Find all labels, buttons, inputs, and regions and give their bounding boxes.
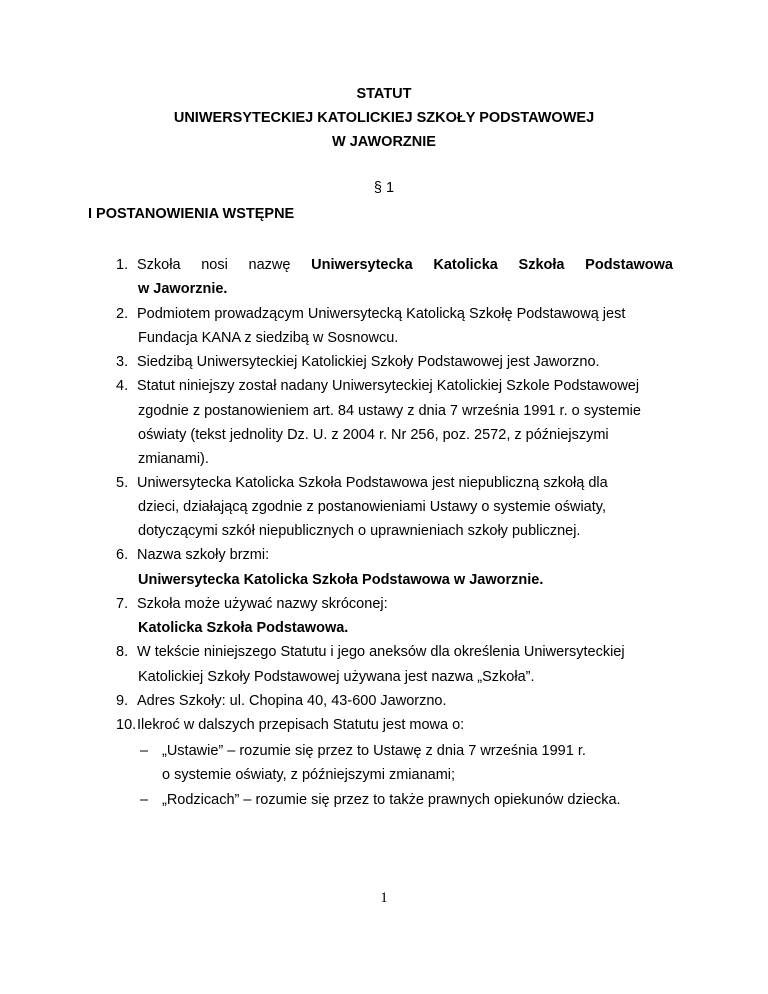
item-number-10: 10. <box>116 717 137 733</box>
item-7-line-1: Szkoła może używać nazwy skróconej: <box>137 596 388 612</box>
item-5-line-3: dotyczącymi szkół niepublicznych o uprawnieniach szkoły publicznej. <box>138 523 581 539</box>
item-number-6: 6. <box>116 547 129 563</box>
item-2-line-2: Fundacja KANA z siedzibą w Sosnowcu. <box>138 330 399 346</box>
item-4-line-4: zmianami). <box>138 451 209 467</box>
dash-item-1-line-1: „Ustawie” – rozumie się przez to Ustawę z dnia 7 września 1991 r. <box>162 743 586 759</box>
item-1-word: Podstawowa <box>585 257 673 273</box>
item-1-line-1 <box>137 256 673 274</box>
paragraph-sign: § 1 <box>373 180 395 196</box>
item-3-line-1: Siedzibą Uniwersyteckiej Katolickiej Szkoły Podstawowej jest Jaworzno. <box>137 354 600 370</box>
section-title: I POSTANOWIENIA WSTĘPNE <box>88 206 295 222</box>
item-1-word: Szkoła <box>518 257 565 273</box>
item-1-word: nazwę <box>248 257 291 273</box>
dash-item-1-line-2: o systemie oświaty, z późniejszymi zmianami; <box>162 767 456 783</box>
dash-bullet-1: – <box>140 743 149 759</box>
doc-title-line-2: UNIWERSYTECKIEJ KATOLICKIEJ SZKOŁY PODSTAWOWEJ <box>173 110 595 126</box>
item-number-3: 3. <box>116 354 129 370</box>
item-number-7: 7. <box>116 596 129 612</box>
item-number-5: 5. <box>116 475 129 491</box>
item-1-word: nosi <box>201 257 228 273</box>
item-4-line-3: oświaty (tekst jednolity Dz. U. z 2004 r. Nr 256, poz. 2572, z późniejszymi <box>138 427 609 443</box>
item-1-word: Katolicka <box>433 257 498 273</box>
item-1-word: Szkoła <box>137 257 181 273</box>
item-5-line-2: dzieci, działającą zgodnie z postanowieniami Ustawy o systemie oświaty, <box>138 499 606 515</box>
item-6-line-2: Uniwersytecka Katolicka Szkoła Podstawowa w Jaworznie. <box>138 572 544 588</box>
item-number-2: 2. <box>116 306 129 322</box>
item-5-line-1: Uniwersytecka Katolicka Szkoła Podstawowa jest niepubliczną szkołą dla <box>137 475 608 491</box>
doc-title-line-1: STATUT <box>356 86 412 102</box>
item-1-word: Uniwersytecka <box>311 257 413 273</box>
item-8-line-1: W tekście niniejszego Statutu i jego aneksów dla określenia Uniwersyteckiej <box>137 644 625 660</box>
dash-item-2-line-1: „Rodzicach” – rozumie się przez to także prawnych opiekunów dziecka. <box>162 792 621 808</box>
item-7-line-2: Katolicka Szkoła Podstawowa. <box>138 620 349 636</box>
item-number-1: 1. <box>116 257 129 273</box>
item-10-line-1: Ilekroć w dalszych przepisach Statutu jest mowa o: <box>137 717 465 733</box>
item-4-line-1: Statut niniejszy został nadany Uniwersyteckiej Katolickiej Szkole Podstawowej <box>137 378 640 394</box>
item-number-8: 8. <box>116 644 129 660</box>
item-number-4: 4. <box>116 378 129 394</box>
item-9-line-1: Adres Szkoły: ul. Chopina 40, 43-600 Jaworzno. <box>137 693 447 709</box>
doc-title-line-3: W JAWORZNIE <box>332 134 436 150</box>
page-number: 1 <box>380 890 388 906</box>
item-number-9: 9. <box>116 693 129 709</box>
item-2-line-1: Podmiotem prowadzącym Uniwersytecką Katolicką Szkołę Podstawową jest <box>137 306 626 322</box>
item-4-line-2: zgodnie z postanowieniem art. 84 ustawy z dnia 7 września 1991 r. o systemie <box>138 403 641 419</box>
dash-bullet-2: – <box>140 792 149 808</box>
item-8-line-2: Katolickiej Szkoły Podstawowej używana jest nazwa „Szkoła”. <box>138 669 535 685</box>
item-1-line-2: w Jaworznie. <box>138 281 228 297</box>
item-6-line-1: Nazwa szkoły brzmi: <box>137 547 270 563</box>
